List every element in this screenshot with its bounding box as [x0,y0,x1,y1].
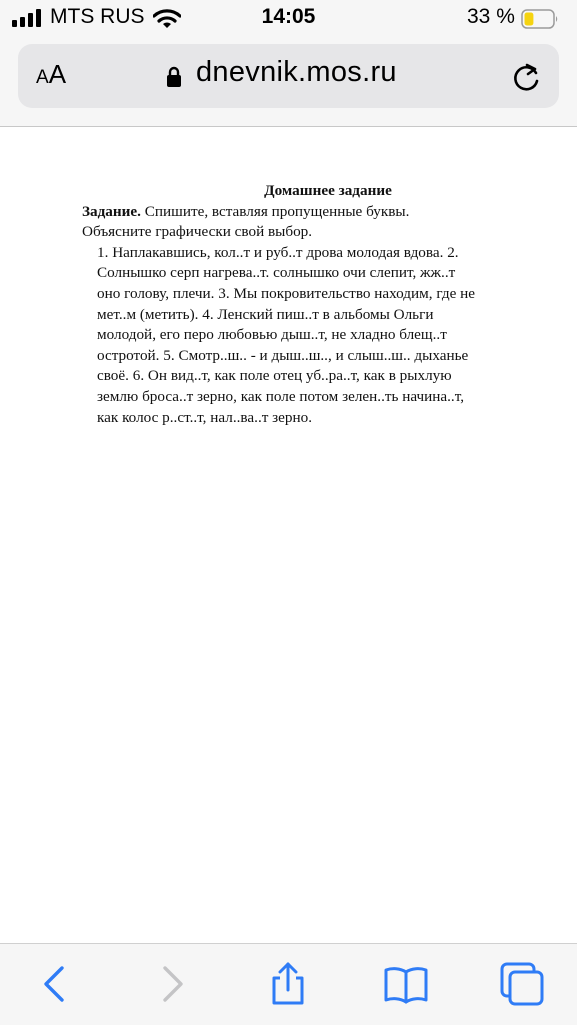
battery-icon [521,9,559,29]
url-text[interactable]: dnevnik.mos.ru [196,56,397,88]
battery-percent: 33 % [467,5,515,28]
browser-address-area [0,40,577,127]
task-instruction [82,202,542,223]
exercise-line: мет..м (метить). 4. Ленский пиш..т в альбомы Ольги [97,305,434,323]
exercise-text [82,243,542,428]
carrier-name: MTS RUS [50,5,145,28]
exercise-line: Солнышко серп нагрева..т. солнышко очи слепит, жж..т [97,264,456,282]
task-text: Спишите, вставляя пропущенные буквы. [140,202,410,220]
task-label: Задание. [82,202,141,220]
exercise-line: землю броса..т зерно, как поле потом зелен..ть начина..т, [97,387,465,405]
lock-icon [166,66,182,88]
address-bar[interactable] [18,44,559,108]
exercise-line: оно голову, плечи. 3. Мы покровительство находим, где не [97,284,475,302]
exercise-line: остротой. 5. Смотр..ш.. - и дыш..ш.., и слыш..ш.. дыханье [97,346,469,364]
forward-icon[interactable] [149,962,193,1006]
document-title: Домашнее задание [264,182,392,199]
status-bar [0,0,577,40]
reload-icon[interactable] [512,62,542,92]
exercise-line: как колос р..ст..т, нал..ва..т зерно. [97,408,313,426]
tabs-icon[interactable] [500,962,544,1006]
exercise-line: 1. Наплакавшись, кол..т и руб..т дрова молодая вдова. 2. [97,243,459,261]
exercise-line: своё. 6. Он вид..т, как поле отец уб..ра..т, как в рыхлую [97,367,452,385]
exercise-line: молодой, его перо любовью дыш..т, не хладно блещ..т [97,326,447,344]
browser-toolbar [0,943,577,1025]
clock: 14:05 [261,5,316,28]
back-icon[interactable] [34,962,78,1006]
share-icon[interactable] [266,962,310,1006]
text-size-button[interactable]: AA [36,59,67,89]
task-instruction-line-2: Объясните графически свой выбор. [82,223,313,241]
homework-document [82,181,542,428]
bookmarks-icon[interactable] [384,962,428,1006]
